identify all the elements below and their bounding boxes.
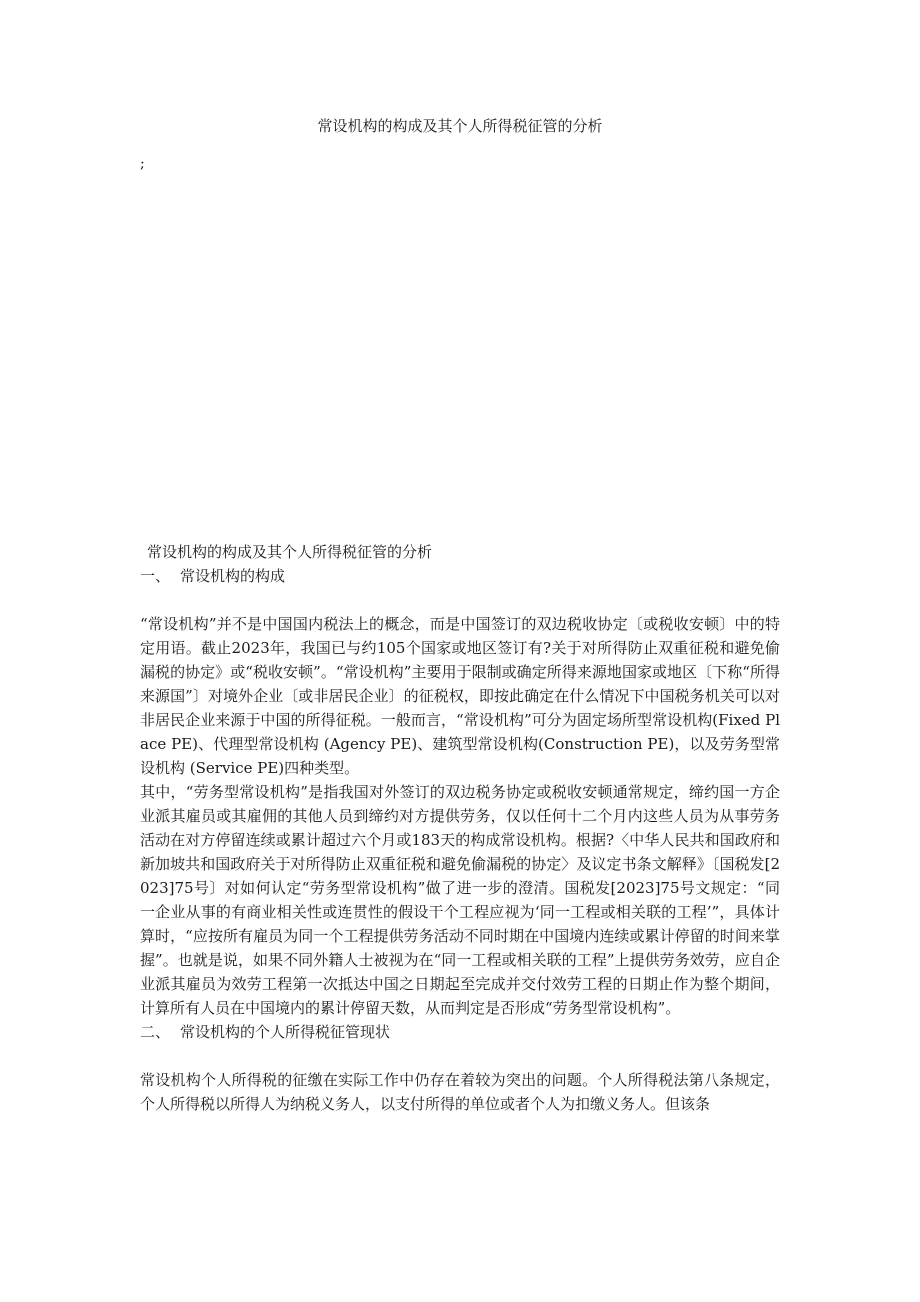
section-heading-2 bbox=[140, 1020, 780, 1044]
blank-line bbox=[140, 588, 780, 612]
section-number: 一、 bbox=[140, 567, 171, 585]
paragraph: “常设机构”并不是中国国内税法上的概念，而是中国签订的双边税收协定〔或税收安顿〕中的特定用语。截止2023年，我国已与约105个国家或地区签订有?关于对所得防止双重征税和避免偷漏税的协定》或“税收安顿”。“常设机构”主要用于限制或确定所得来源地国家或地区〔下称“所得来源国”〕对境外企业〔或非居民企业〕的征税权，即按此确定在什么情况下中国税务机关可以对非居民企业来源于中国的所得征税。一般而言，“常设机构”可分为固定场所型常设机构(Fixed Place PE)、代理型常设机构 (Agency PE)、建筑型常设机构(Construction PE)，以及劳务型常设机构 (Service PE)四种类型。 bbox=[140, 615, 780, 777]
paragraph: 其中，“劳务型常设机构”是指我国对外签订的双边税务协定或税收安顿通常规定，缔约国一方企业派其雇员或其雇佣的其他人员到缔约对方提供劳务，仅以任何十二个月内这些人员为从事劳务活动在对方停留连续或累计超过六个月或183天的构成常设机构。根据?〈中华人民共和国政府和新加坡共和国政府关于对所得防止双重征税和避免偷漏税的协定〉及议定书条文解释》〔国税发[2023]75号〕对如何认定“劳务型常设机构”做了进一步的澄清。国税发[2023]75号文规定：“同一企业从事的有商业相关性或连贯性的假设干个工程应视为‘同一工程或相关联的工程’”，具体计算时，“应按所有雇员为同一个工程提供劳务活动不同时期在中国境内连续或累计停留的时间来掌握”。也就是说，如果不同外籍人士被视为在“同一工程或相关联的工程”上提供劳务效劳，应自企业派其雇员为效劳工程第一次抵达中国之日期起至完成并交付效劳工程的日期止作为整个期间，计算所有人员在中国境内的累计停留天数，从而判定是否形成“劳务型常设机构”。 bbox=[140, 783, 780, 1017]
body-title: 常设机构的构成及其个人所得税征管的分析 bbox=[147, 543, 433, 561]
document-body bbox=[140, 540, 780, 1116]
section-heading-1 bbox=[140, 564, 780, 588]
section-number: 二、 bbox=[140, 1023, 171, 1041]
section-heading-text: 常设机构的个人所得税征管现状 bbox=[180, 1023, 391, 1041]
section-heading-text: 常设机构的构成 bbox=[180, 567, 286, 585]
blank-line bbox=[140, 1044, 780, 1068]
document-title: 常设机构的构成及其个人所得税征管的分析 bbox=[317, 117, 603, 135]
paragraph: 常设机构个人所得税的征缴在实际工作中仍存在着较为突出的问题。个人所得税法第八条规定，个人所得税以所得人为纳税义务人，以支付所得的单位或者个人为扣缴义务人。但该条 bbox=[140, 1071, 780, 1113]
separator-mark: ; bbox=[140, 156, 145, 172]
